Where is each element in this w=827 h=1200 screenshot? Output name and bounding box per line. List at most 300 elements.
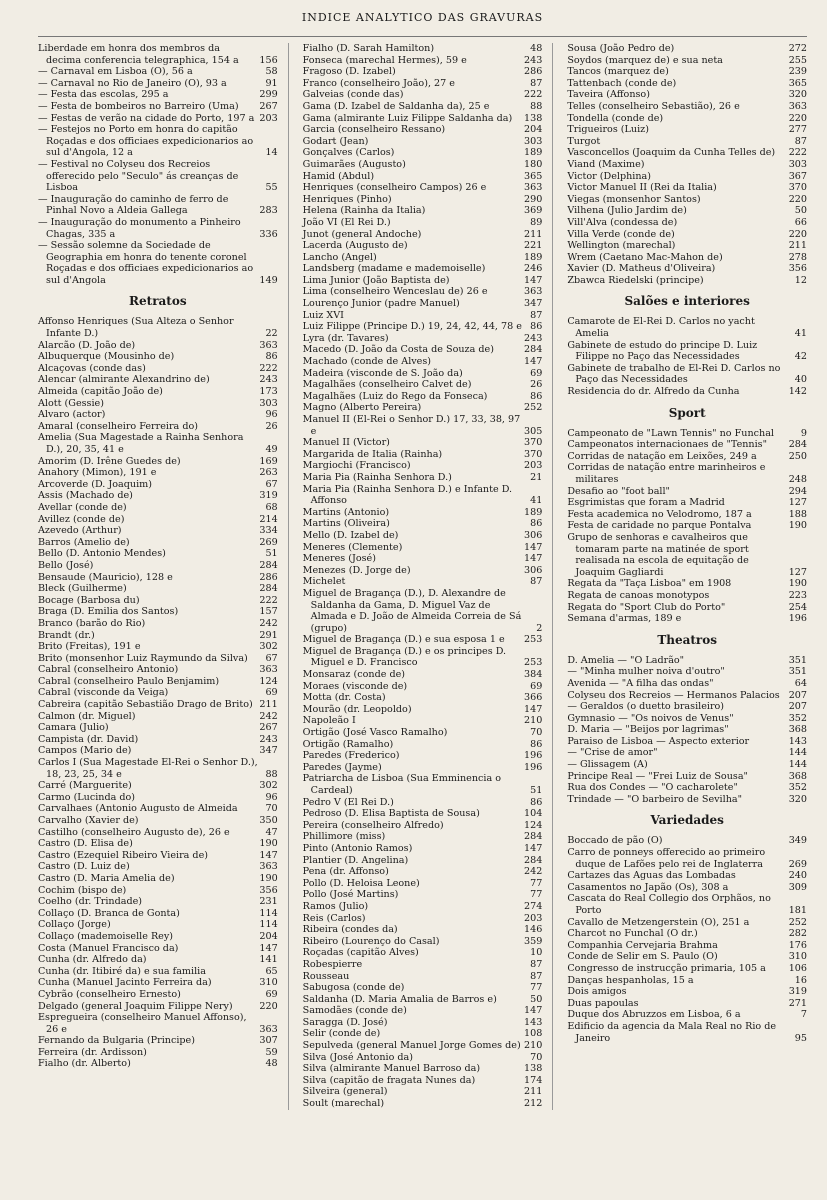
index-entry	[567, 613, 807, 625]
entry-title: Gonçalves (Carlos)	[302, 147, 395, 159]
index-entry	[38, 699, 278, 711]
index-entry	[303, 715, 543, 727]
entry-title: Semana d'armas, 189 e	[567, 613, 682, 625]
entry-page-number: 67	[265, 652, 278, 664]
entry-title: Lacerda (Augusto de)	[302, 240, 408, 252]
index-entry	[38, 101, 278, 113]
entry-page-number: 359	[524, 935, 543, 947]
index-entry	[38, 217, 278, 240]
entry-title: Fialho (D. Sarah Hamilton)	[302, 43, 435, 54]
index-entry	[303, 1028, 543, 1040]
index-entry	[303, 704, 543, 716]
entry-title: Telles (conselheiro Sebastião), 26 e	[567, 100, 740, 112]
entry-title: D. Maria — "Beijos por lagrimas"	[567, 724, 729, 736]
entry-title: — Inauguração do caminho de ferro de Pinhal Novo a Aldeia Gallega	[38, 193, 229, 217]
entry-page-number: 290	[524, 193, 543, 205]
index-entry	[38, 78, 278, 90]
index-entry	[303, 460, 543, 472]
entry-title: Arcoverde (D. Joaquim)	[38, 478, 152, 490]
index-entry	[303, 472, 543, 484]
entry-page-number: 196	[788, 613, 808, 625]
entry-page-number: 157	[259, 606, 278, 618]
index-entry	[303, 124, 543, 136]
entry-page-number: 87	[530, 77, 543, 89]
entry-page-number: 242	[524, 866, 543, 878]
index-entry	[303, 55, 543, 67]
entry-page-number: 253	[524, 657, 543, 669]
index-entry	[567, 870, 807, 882]
entry-page-number: 356	[259, 884, 278, 896]
index-entry	[303, 391, 543, 403]
entry-page-number: 147	[524, 842, 543, 854]
entry-page-number: 211	[259, 699, 278, 711]
index-entry	[567, 759, 807, 771]
index-entry	[567, 893, 807, 916]
index-entry	[38, 374, 278, 386]
entry-page-number: 351	[788, 654, 808, 666]
index-entry	[567, 532, 807, 578]
entry-page-number: 87	[530, 958, 543, 970]
entry-title: — Sessão solemne da Sociedade de Geographia em honra do tenente coronel Roçadas e dos officiaes expedicionarios ao sul d'Angola	[38, 240, 254, 286]
entry-title: Regata do "Sport Club do Porto"	[567, 601, 726, 613]
entry-page-number: 147	[524, 1005, 543, 1017]
entry-title: Magalhães (Luiz do Rego da Fonseca)	[302, 390, 488, 402]
index-entry	[567, 998, 807, 1010]
entry-title: Albuquerque (Mousinho de)	[38, 351, 175, 363]
entry-page-number: 263	[259, 467, 278, 479]
entry-title: Ribeira (condes da)	[302, 924, 398, 936]
entry-page-number: 69	[530, 680, 543, 692]
index-entry	[38, 194, 278, 217]
index-column-2	[303, 43, 554, 1110]
entry-page-number: 363	[524, 286, 543, 298]
entry-page-number: 365	[524, 170, 543, 182]
entry-title: Regata de canoas monotypos	[567, 589, 710, 601]
entry-page-number: 49	[265, 444, 278, 455]
entry-page-number: 204	[259, 930, 278, 942]
entry-title: Gymnasio — "Os noivos de Venus"	[567, 712, 734, 724]
entry-page-number: 190	[259, 872, 278, 884]
index-entry	[303, 576, 543, 588]
index-entry	[303, 101, 543, 113]
entry-page-number: 207	[788, 701, 808, 713]
entry-title: Duas papoulas	[567, 997, 639, 1009]
entry-title: Castilho (conselheiro Augusto de), 26 e	[38, 826, 230, 838]
entry-title: Selir (conde de)	[302, 1028, 381, 1040]
index-entry	[303, 437, 543, 449]
entry-page-number: 242	[259, 710, 278, 722]
entry-title: Casamentos no Japão (Os), 308 a	[567, 881, 729, 893]
entry-title: Macedo (D. João da Costa de Souza de)	[302, 344, 494, 356]
entry-page-number: 26	[530, 379, 543, 391]
entry-page-number: 147	[524, 703, 543, 715]
index-entry	[567, 229, 807, 241]
entry-title: Mello (D. Izabel de)	[302, 529, 399, 541]
index-entry	[303, 252, 543, 264]
index-entry	[567, 113, 807, 125]
index-entry	[38, 838, 278, 850]
index-entry	[38, 850, 278, 862]
entry-page-number: 48	[265, 1058, 278, 1070]
entry-page-number: 67	[265, 478, 278, 490]
entry-title: Alarcão (D. João de)	[38, 339, 136, 351]
index-entry	[38, 363, 278, 375]
entry-page-number: 12	[794, 274, 808, 286]
entry-page-number: 203	[524, 912, 543, 924]
index-entry	[303, 773, 543, 796]
entry-page-number: 189	[524, 147, 543, 159]
index-entry	[303, 333, 543, 345]
entry-title: Reis (Carlos)	[302, 912, 366, 924]
entry-page-number: 243	[259, 374, 278, 386]
index-entry	[303, 43, 543, 55]
entry-title: Cabral (conselheiro Antonio)	[38, 664, 179, 676]
entry-page-number: 91	[265, 77, 278, 89]
index-entry	[38, 873, 278, 885]
entry-title: Margarida de Italia (Rainha)	[302, 448, 443, 460]
entry-page-number: 283	[259, 205, 278, 217]
entry-title: — Festival no Colyseu dos Recreios offerecido pelo "Seculo" ás creanças de Lisboa	[38, 158, 239, 194]
index-entry	[303, 356, 543, 368]
index-entry	[38, 757, 278, 780]
entry-page-number: 87	[530, 576, 543, 588]
entry-title: Pinto (Antonio Ramos)	[302, 842, 413, 854]
entry-page-number: 86	[530, 738, 543, 750]
entry-page-number: 351	[788, 666, 808, 678]
entry-title: Collaço (mademoiselle Rey)	[38, 930, 174, 942]
entry-page-number: 88	[530, 100, 543, 112]
entry-page-number: 243	[259, 733, 278, 745]
entry-page-number: 106	[788, 962, 808, 974]
entry-title: Bensaude (Mauricio), 128 e	[38, 571, 173, 583]
entry-page-number: 267	[259, 722, 278, 734]
entry-page-number: 7	[800, 1009, 808, 1021]
index-entry	[38, 537, 278, 549]
entry-page-number: 356	[788, 263, 808, 275]
index-entry	[567, 66, 807, 78]
entry-page-number: 196	[524, 750, 543, 762]
entry-title: Tattenbach (conde de)	[567, 77, 677, 89]
entry-title: Gama (D. Izabel de Saldanha da), 25 e	[302, 100, 490, 112]
entry-title: Pena (dr. Affonso)	[302, 866, 389, 878]
entry-page-number: 156	[259, 54, 278, 66]
entry-page-number: 42	[794, 351, 808, 363]
entry-title: Hamid (Abdul)	[302, 170, 375, 182]
entry-title: Pedro V (El Rei D.)	[302, 796, 394, 808]
entry-page-number: 303	[788, 158, 808, 170]
page-header: INDICE ANALYTICO DAS GRAVURAS	[38, 0, 807, 37]
entry-page-number: 190	[259, 838, 278, 850]
entry-title: Landsberg (madame e mademoiselle)	[302, 263, 486, 275]
index-entry	[38, 885, 278, 897]
entry-title: Saldanha (D. Maria Amalia de Barros e)	[302, 993, 497, 1005]
entry-title: Henriques (Pinho)	[302, 193, 392, 205]
index-columns	[38, 43, 807, 1110]
index-entry	[567, 462, 807, 485]
entry-page-number: 143	[524, 1016, 543, 1028]
entry-title: Victor Manuel II (Rei da Italia)	[567, 182, 717, 194]
entry-title: Patriarcha de Lisboa (Sua Emminencia o Cardeal)	[302, 773, 502, 796]
index-entry	[303, 78, 543, 90]
entry-page-number: 269	[788, 858, 808, 870]
index-entry	[303, 797, 543, 809]
index-entry	[303, 1017, 543, 1029]
entry-page-number: 310	[788, 951, 808, 963]
entry-title: Luiz XVI	[302, 309, 344, 321]
index-entry	[567, 736, 807, 748]
index-entry	[303, 959, 543, 971]
index-entry	[567, 147, 807, 159]
entry-title: Motta (dr. Costa)	[302, 692, 386, 704]
index-entry	[38, 606, 278, 618]
entry-page-number: 86	[530, 518, 543, 530]
index-entry	[303, 1075, 543, 1087]
index-entry	[38, 386, 278, 398]
entry-title: Bello (D. Antonio Mendes)	[38, 548, 166, 560]
entry-page-number: 203	[524, 460, 543, 472]
entry-page-number: 223	[788, 589, 808, 601]
index-entry	[567, 590, 807, 602]
index-entry	[38, 745, 278, 757]
entry-page-number: 142	[788, 386, 808, 398]
entry-title: Delgado (general Joaquim Filippe Nery)	[38, 1000, 233, 1012]
index-entry	[303, 229, 543, 241]
entry-title: Barros (Amelio de)	[38, 536, 130, 548]
index-entry	[38, 560, 278, 572]
entry-title: Brandt (dr.)	[38, 629, 95, 641]
entry-page-number: 370	[524, 437, 543, 449]
entry-title: Fragoso (D. Izabel)	[302, 66, 396, 78]
index-entry	[38, 479, 278, 491]
entry-page-number: 250	[788, 450, 808, 462]
index-entry	[38, 583, 278, 595]
entry-title: Sabugosa (conde de)	[302, 982, 405, 994]
entry-page-number: 282	[788, 928, 808, 940]
entry-page-number: 50	[530, 993, 543, 1005]
entry-page-number: 307	[259, 1035, 278, 1047]
entry-title: Miguel de Bragança (D.), D. Alexandre de Saldanha da Gama, D. Miguel Vaz de Almada e D. João de Almeida Correia de Sá (grupo)	[302, 587, 522, 634]
entry-page-number: 272	[788, 43, 808, 54]
index-entry	[38, 908, 278, 920]
entry-title: Sepulveda (general Manuel Jorge Gomes de)	[302, 1040, 521, 1052]
entry-title: Festa academica no Velodromo, 187 a	[567, 508, 752, 520]
entry-page-number: 350	[259, 815, 278, 826]
entry-page-number: 320	[788, 89, 808, 101]
entry-page-number: 363	[259, 861, 278, 873]
entry-page-number: 368	[788, 770, 808, 782]
entry-title: Rousseau	[302, 970, 350, 982]
index-entry	[303, 89, 543, 101]
entry-title: Turgot	[567, 135, 601, 147]
entry-title: Phillimore (miss)	[302, 831, 386, 843]
index-entry	[38, 316, 278, 339]
index-entry	[567, 316, 807, 339]
entry-page-number: 87	[530, 970, 543, 982]
entry-title: Edificio da agencia da Mala Real no Rio de Janeiro	[567, 1020, 777, 1044]
index-entry	[38, 919, 278, 931]
entry-title: Helena (Rainha da Italia)	[302, 205, 426, 217]
entry-page-number: 104	[524, 808, 543, 820]
index-entry	[38, 943, 278, 955]
entry-page-number: 69	[265, 687, 278, 699]
entry-page-number: 302	[259, 641, 278, 653]
entry-title: Taveira (Affonso)	[567, 89, 650, 101]
entry-title: Collaço (Jorge)	[38, 919, 111, 931]
entry-title: Avillez (conde de)	[38, 513, 125, 525]
entry-title: Dois amigos	[567, 986, 627, 998]
entry-title: Mourão (dr. Leopoldo)	[302, 703, 412, 715]
index-entry	[567, 847, 807, 870]
entry-title: Martins (Oliveira)	[302, 518, 390, 530]
index-entry	[38, 722, 278, 734]
index-entry	[567, 690, 807, 702]
index-entry	[38, 1058, 278, 1070]
entry-page-number: 320	[788, 793, 808, 805]
index-entry	[303, 171, 543, 183]
entry-title: Cybrão (conselheiro Ernesto)	[38, 988, 181, 1000]
index-entry	[303, 310, 543, 322]
index-entry	[567, 275, 807, 287]
entry-title: Cunha (dr. Alfredo da)	[38, 954, 147, 966]
entry-page-number: 222	[524, 89, 543, 101]
entry-page-number: 306	[524, 529, 543, 541]
index-entry	[567, 940, 807, 952]
entry-title: Congresso de instrucção primaria, 105 a	[567, 962, 766, 974]
entry-title: Moraes (visconde de)	[302, 680, 408, 692]
index-entry	[38, 989, 278, 1001]
entry-title: Napoleão I	[302, 715, 356, 727]
entry-title: Martins (Antonio)	[302, 506, 390, 518]
entry-title: Vill'Alva (condessa de)	[567, 216, 678, 228]
index-entry	[567, 497, 807, 509]
entry-page-number: 14	[265, 147, 278, 159]
index-entry	[567, 917, 807, 929]
entry-title: Lima Junior (João Baptista de)	[302, 274, 450, 286]
entry-title: Tancos (marquez de)	[567, 66, 669, 78]
entry-title: Ortigão (Ramalho)	[302, 738, 394, 750]
entry-title: Madeira (visconde de S. João da)	[302, 367, 463, 379]
index-entry	[567, 386, 807, 398]
entry-title: Conde de Selir em S. Paulo (O)	[567, 951, 718, 963]
index-entry	[303, 368, 543, 380]
index-entry	[38, 792, 278, 804]
entry-title: Coelho (dr. Trindade)	[38, 896, 143, 908]
index-entry	[567, 205, 807, 217]
entry-title: Danças hespanholas, 15 a	[567, 974, 694, 986]
entry-title: Meneres (Clemente)	[302, 541, 403, 553]
entry-title: Zbawca Riedelski (principe)	[567, 274, 704, 286]
index-entry	[567, 363, 807, 386]
entry-title: Carvalho (Xavier de)	[38, 815, 139, 826]
entry-title: Tondella (conde de)	[567, 112, 664, 124]
entry-title: Bleck (Guilherme)	[38, 583, 127, 595]
index-entry	[567, 486, 807, 498]
entry-page-number: 222	[259, 594, 278, 606]
entry-page-number: 124	[259, 675, 278, 687]
entry-page-number: 220	[259, 1000, 278, 1012]
index-entry	[303, 681, 543, 693]
index-entry	[303, 159, 543, 171]
entry-page-number: 138	[524, 112, 543, 124]
entry-title: Alvaro (actor)	[38, 409, 106, 421]
entry-page-number: 277	[788, 124, 808, 136]
entry-page-number: 77	[530, 877, 543, 889]
entry-title: Brito (Freitas), 191 e	[38, 641, 141, 653]
entry-page-number: 180	[524, 158, 543, 170]
entry-page-number: 95	[794, 1032, 808, 1044]
entry-page-number: 143	[788, 735, 808, 747]
entry-title: Corridas de natação em Leixões, 249 a	[567, 450, 757, 462]
index-entry	[567, 678, 807, 690]
index-entry	[303, 321, 543, 333]
entry-page-number: 69	[530, 367, 543, 379]
entry-page-number: 369	[524, 205, 543, 217]
index-entry	[567, 89, 807, 101]
index-entry	[303, 982, 543, 994]
entry-title: Castro (Ezequiel Ribeiro Vieira de)	[38, 849, 208, 861]
index-entry	[38, 340, 278, 352]
index-entry	[38, 351, 278, 363]
entry-title: — Inauguração do monumento a Pinheiro Chagas, 335 a	[38, 216, 241, 240]
entry-title: Junot (general Andoche)	[302, 228, 422, 240]
entry-title: Camarote de El-Rei D. Carlos no yacht Amelia	[567, 316, 755, 340]
index-entry	[303, 1086, 543, 1098]
index-entry	[303, 866, 543, 878]
entry-title: Garcia (conselheiro Ressano)	[302, 124, 446, 136]
index-entry	[38, 432, 278, 455]
entry-title: Wrem (Caetano Mac-Mahon de)	[567, 251, 723, 263]
entry-page-number: 370	[788, 182, 808, 194]
entry-page-number: 173	[259, 386, 278, 398]
index-entry	[303, 669, 543, 681]
entry-page-number: 86	[530, 390, 543, 402]
index-entry	[38, 803, 278, 815]
index-entry	[303, 913, 543, 925]
entry-page-number: 174	[524, 1074, 543, 1086]
entry-title: Charcot no Funchal (O dr.)	[567, 928, 698, 940]
entry-page-number: 70	[265, 803, 278, 815]
index-entry	[303, 240, 543, 252]
entry-page-number: 70	[530, 1051, 543, 1063]
entry-page-number: 347	[524, 298, 543, 310]
entry-title: Silva (José Antonio da)	[302, 1051, 413, 1063]
entry-page-number: 127	[788, 566, 808, 578]
entry-page-number: 243	[524, 54, 543, 66]
entry-page-number: 26	[265, 420, 278, 432]
index-entry	[303, 831, 543, 843]
index-entry	[303, 994, 543, 1006]
index-entry	[38, 467, 278, 479]
index-entry	[38, 1012, 278, 1035]
entry-title: Cabral (conselheiro Paulo Benjamim)	[38, 675, 220, 687]
entry-page-number: 284	[524, 854, 543, 866]
entry-title: Lourenço Junior (padre Manuel)	[302, 298, 460, 310]
index-entry	[303, 878, 543, 890]
index-entry	[38, 409, 278, 421]
entry-title: Godart (Jean)	[302, 135, 369, 147]
index-column-3	[567, 43, 807, 1110]
entry-title: Menezes (D. Jorge de)	[302, 564, 411, 576]
entry-page-number: 127	[788, 497, 808, 509]
entry-title: Soydos (marquez de) e sua neta	[567, 54, 723, 66]
index-entry	[303, 484, 543, 507]
index-entry	[303, 1098, 543, 1110]
entry-title: Principe Real — "Frei Luiz de Sousa"	[567, 770, 748, 782]
entry-page-number: 284	[524, 831, 543, 843]
entry-title: Rua dos Condes — "O cacharolete"	[567, 782, 738, 794]
index-entry	[567, 951, 807, 963]
index-entry	[38, 896, 278, 908]
